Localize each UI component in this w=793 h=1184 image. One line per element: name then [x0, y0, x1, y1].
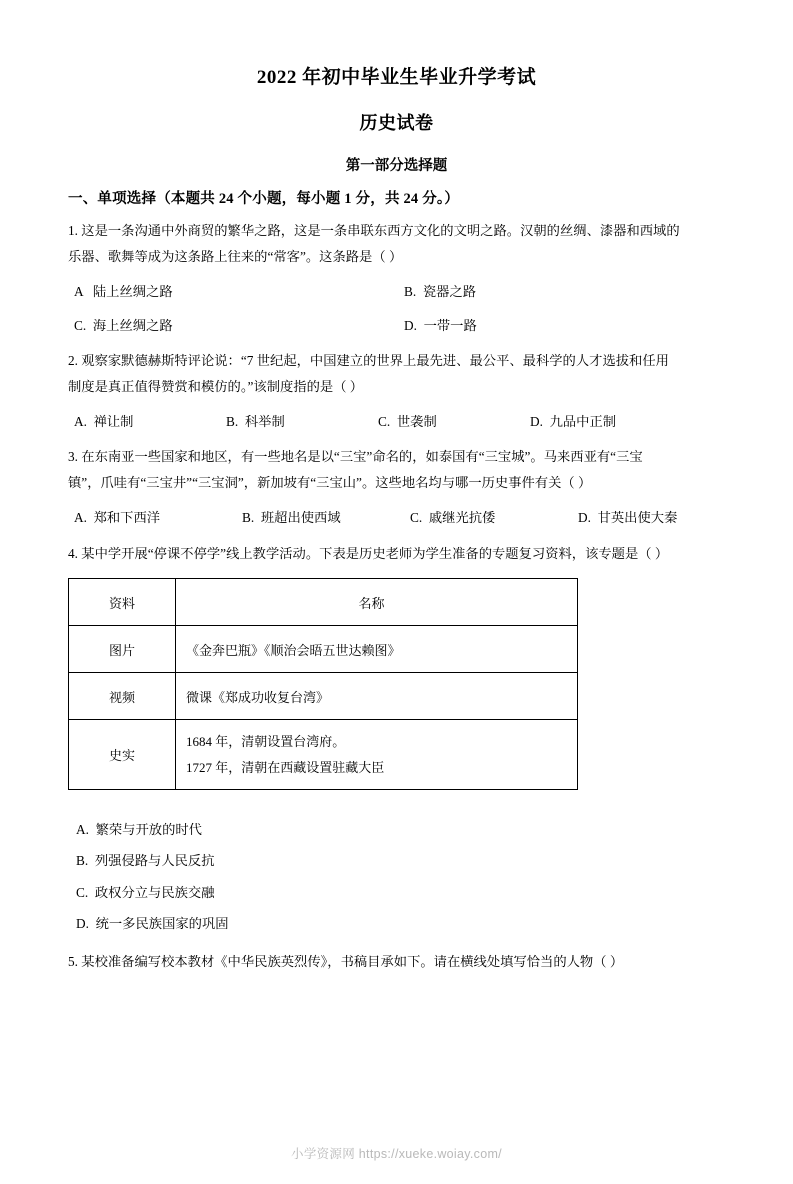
- question-2-option-b-label: B.: [226, 414, 239, 430]
- question-1-option-a[interactable]: [74, 279, 404, 304]
- question-2-option-c-text: 世袭制: [396, 414, 437, 430]
- question-1-options-row-2: [68, 313, 725, 338]
- question-2-option-b-text: 科举制: [244, 414, 285, 430]
- question-3-option-b[interactable]: [242, 505, 410, 530]
- question-3-option-b-text: 班超出使西域: [260, 510, 341, 526]
- question-4-table: [68, 578, 578, 790]
- table-header-label: 资料: [69, 579, 176, 626]
- question-4-option-d-text: 统一多民族国家的巩固: [95, 915, 229, 931]
- question-4-option-a[interactable]: [76, 814, 725, 845]
- table-header-row: [69, 579, 578, 626]
- question-1-option-b[interactable]: [404, 279, 476, 304]
- part-heading: 一、单项选择（本题共 24 个小题，每小题 1 分，共 24 分。）: [68, 191, 460, 207]
- table-spacer: [68, 790, 725, 804]
- table-row-1-label: 图片: [69, 626, 176, 673]
- table-row-3-label: 史实: [69, 720, 176, 790]
- question-2-stem-line-2: 制度是真正值得赞赏和模仿的。”该制度指的是（ ）: [68, 379, 364, 395]
- question-4-option-c[interactable]: [76, 877, 725, 908]
- question-1-option-c-text: 海上丝绸之路: [92, 318, 173, 334]
- question-3-option-b-label: B.: [242, 510, 255, 526]
- question-3: [68, 444, 725, 496]
- question-4-options: [68, 814, 725, 939]
- question-1-options-row-1: [68, 279, 725, 304]
- table-row-2-value: 微课《郑成功收复台湾》: [176, 673, 578, 720]
- section-title: 第一部分选择题: [345, 158, 448, 174]
- question-2-option-c[interactable]: [378, 409, 530, 434]
- question-1-option-a-label: A: [74, 283, 83, 299]
- question-3-option-d-label: D.: [578, 510, 591, 526]
- question-2-option-c-label: C.: [378, 414, 391, 430]
- question-4-option-b[interactable]: [76, 845, 725, 876]
- question-2-option-d-label: D.: [530, 414, 543, 430]
- table-row: [69, 626, 578, 673]
- page-title: 2022 年初中毕业生毕业升学考试: [256, 67, 537, 88]
- question-4-option-a-text: 繁荣与开放的时代: [95, 822, 202, 838]
- question-2: [68, 348, 725, 400]
- table-row-3-value-line-2: 1727 年，清朝在西藏设置驻藏大臣: [186, 759, 385, 775]
- question-3-option-a-label: A.: [74, 510, 87, 526]
- question-4-option-b-text: 列强侵路与人民反抗: [94, 853, 215, 869]
- table-row-3-value-line-1: 1684 年，清朝设置台湾府。: [186, 734, 346, 750]
- table-row: [69, 673, 578, 720]
- question-2-option-d-text: 九品中正制: [549, 414, 617, 430]
- question-5: [68, 949, 725, 975]
- question-3-options: [68, 505, 725, 530]
- question-4-option-c-label: C.: [76, 884, 89, 900]
- question-1-stem-line-1: 1. 这是一条沟通中外商贸的繁华之路，这是一条串联东西方文化的文明之路。汉朝的丝绸、漆器和西域的: [68, 223, 680, 238]
- question-4-option-a-label: A.: [76, 822, 89, 838]
- question-4-option-c-text: 政权分立与民族交融: [94, 884, 215, 900]
- question-2-option-d[interactable]: [530, 409, 682, 434]
- watermark: 小学资源网 https://xueke.woiay.com/: [291, 1147, 502, 1161]
- table-row-1-value: 《金奔巴瓶》《顺治会晤五世达赖图》: [176, 626, 578, 673]
- question-3-stem-line-1: 3. 在东南亚一些国家和地区，有一些地名是以“三宝”命名的，如泰国有“三宝城”。马来西亚有“三宝: [68, 449, 643, 465]
- exam-page: [0, 62, 793, 1184]
- question-1-option-d-text: 一带一路: [423, 318, 477, 334]
- question-2-options: [68, 409, 725, 434]
- question-4-option-d-label: D.: [76, 915, 89, 931]
- question-3-option-a[interactable]: [74, 505, 242, 530]
- question-3-option-c-text: 戚继光抗倭: [428, 510, 496, 526]
- table-header-value: 名称: [176, 579, 578, 626]
- question-5-stem-line-1: 5. 某校准备编写校本教材《中华民族英烈传》，书稿目承如下。请在横线处填写恰当的人物（ ）: [68, 954, 624, 970]
- table-row: [69, 720, 578, 790]
- question-4-stem-line-1: 4. 某中学开展“停课不停学”线上教学活动。下表是历史老师为学生准备的专题复习资料，该专题是（ ）: [68, 545, 669, 561]
- question-4-option-b-label: B.: [76, 853, 89, 869]
- table-row-3-value: [176, 720, 578, 790]
- question-3-option-c-label: C.: [410, 510, 423, 526]
- question-3-option-c[interactable]: [410, 505, 578, 530]
- question-1-option-d[interactable]: [404, 313, 477, 338]
- question-1-option-a-text: 陆上丝绸之路: [92, 283, 173, 299]
- question-3-stem-line-2: 镇”，爪哇有“三宝井”“三宝洞”，新加坡有“三宝山”。这些地名均与哪一历史事件有关（ ）: [68, 475, 592, 491]
- question-1-option-d-label: D.: [404, 318, 417, 334]
- question-2-option-a-label: A.: [74, 414, 87, 430]
- question-1-option-b-label: B.: [404, 283, 417, 299]
- question-3-option-a-text: 郑和下西洋: [93, 510, 161, 526]
- page-subtitle: 历史试卷: [359, 113, 434, 133]
- question-1: [68, 218, 725, 270]
- question-1-option-c-label: C.: [74, 318, 87, 334]
- question-2-option-a[interactable]: [74, 409, 226, 434]
- question-4-option-d[interactable]: [76, 908, 725, 939]
- question-3-option-d[interactable]: [578, 505, 677, 530]
- question-1-option-b-text: 瓷器之路: [422, 283, 477, 299]
- question-1-option-c[interactable]: [74, 313, 404, 338]
- question-3-option-d-text: 甘英出使大秦: [597, 510, 678, 526]
- question-2-option-a-text: 禅让制: [93, 414, 134, 430]
- table-row-2-label: 视频: [69, 673, 176, 720]
- question-2-option-b[interactable]: [226, 409, 378, 434]
- question-2-stem-line-1: 2. 观察家默德赫斯特评论说：“7 世纪起，中国建立的世界上最先进、最公平、最科学的人才选拔和任用: [68, 353, 669, 369]
- question-4: [68, 541, 725, 567]
- question-1-stem-line-2: 乐器、歌舞等成为这条路上往来的“常客”。这条路是（ ）: [68, 248, 403, 264]
